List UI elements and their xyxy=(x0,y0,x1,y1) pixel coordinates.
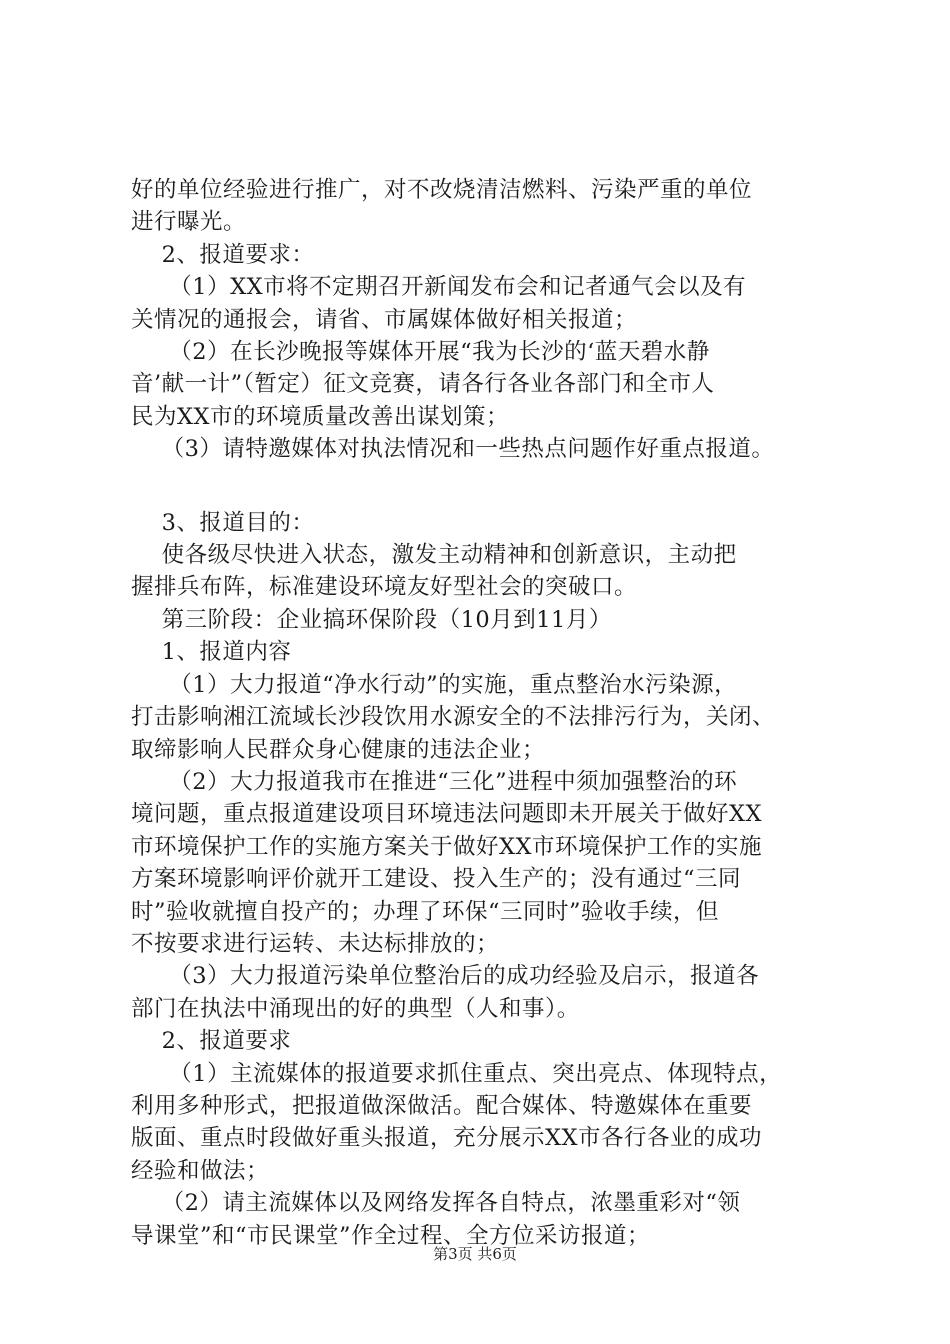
text-line: （3）请特邀媒体对执法情况和一些热点问题作好重点报道。 xyxy=(131,436,775,463)
text-line: （2）请主流媒体以及网络发挥各自特点，浓墨重彩对“领 xyxy=(131,1190,741,1217)
section-heading: 3、报道目的： xyxy=(131,509,315,536)
text-line: 时”验收就擅自投产的；办理了环保“三同时”验收手续，但 xyxy=(131,898,720,925)
text-line: 进行曝光。 xyxy=(131,209,247,236)
text-line: （2）大力报道我市在推进“三化”进程中须加强整治的环 xyxy=(131,768,738,795)
section-heading: 1、报道内容 xyxy=(131,639,292,666)
text-line: 境问题，重点报道建设项目环境违法问题即未开展关于做好XX xyxy=(131,801,763,828)
section-heading: 2、报道要求 xyxy=(131,1028,292,1055)
text-line: 方案环境影响评价就开工建设、投入生产的；没有通过“三同 xyxy=(131,866,742,893)
text-line: 利用多种形式，把报道做深做活。配合媒体、特邀媒体在重要 xyxy=(131,1092,753,1119)
text-line: 经验和做法； xyxy=(131,1157,270,1184)
text-line: 音’献一计”（暂定）征文竞赛，请各行各业各部门和全市人 xyxy=(131,371,715,398)
page-number-footer: 第3页 共6页 xyxy=(433,1245,517,1263)
text-line: 取缔影响人民群众身心健康的违法企业； xyxy=(131,736,546,763)
text-line: 使各级尽快进入状态，激发主动精神和创新意识，主动把 xyxy=(131,542,737,569)
text-line: （3）大力报道污染单位整治后的成功经验及启示，报道各 xyxy=(131,963,760,990)
section-heading: 第三阶段：企业搞环保阶段（10月到11月） xyxy=(131,606,612,633)
text-line: 市环境保护工作的实施方案关于做好XX市环境保护工作的实施 xyxy=(131,833,763,860)
section-heading: 2、报道要求： xyxy=(131,241,315,268)
text-line: 导课堂”和“市民课堂”作全过程、全方位采访报道； xyxy=(131,1222,651,1249)
text-line: 版面、重点时段做好重头报道，充分展示XX市各行各业的成功 xyxy=(131,1125,763,1152)
text-line: 握排兵布阵，标准建设环境友好型社会的突破口。 xyxy=(131,574,638,601)
text-line: 不按要求进行运转、未达标排放的； xyxy=(131,930,500,957)
text-line: 好的单位经验进行推广，对不改烧清洁燃料、污染严重的单位 xyxy=(131,177,753,203)
text-line: 部门在执法中涌现出的好的典型（人和事）。 xyxy=(131,995,580,1022)
text-line: （2）在长沙晚报等媒体开展“我为长沙的‘蓝天碧水静 xyxy=(131,339,710,366)
text-line: （1）大力报道“净水行动”的实施，重点整治水污染源， xyxy=(131,671,738,698)
text-line: 关情况的通报会，请省、市属媒体做好相关报道； xyxy=(131,306,638,333)
paragraph-gap xyxy=(131,466,831,507)
text-line: 打击影响湘江流域长沙段饮用水源安全的不法排污行为，关闭、 xyxy=(131,704,776,731)
text-line: 民为XX市的环境质量改善出谋划策； xyxy=(131,403,510,430)
document-body xyxy=(131,174,831,1252)
text-line: （1）主流媒体的报道要求抓住重点、突出亮点、体现特点， xyxy=(131,1060,783,1087)
text-line: （1）XX市将不定期召开新闻发布会和记者通气会以及有 xyxy=(131,274,747,301)
